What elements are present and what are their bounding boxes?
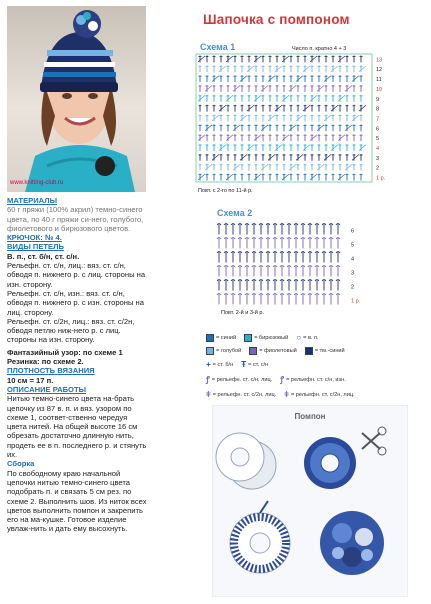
stitches-line: В. п., ст. б/н, ст. с/н.	[7, 251, 80, 261]
assembly-body: По свободному краю начальной цепочки нитью темно-синего цвета подобрать п. и связать 5 см рез. по схеме 2. Выполнить шов. Из ниток всех цветов выполнить помпон и закрепить его на ма-кушке. Готовое изделие увлаж-нить и дать ему высохнуть.	[7, 468, 147, 534]
legend-violet: = фиолетовый	[259, 348, 297, 354]
legend-fptr: = рельефн. ст. с/2н, лиц.	[212, 391, 277, 398]
legend-light-blue: = голубой	[216, 348, 242, 354]
pompom-step-4	[320, 511, 384, 575]
scheme-2-row-number: 1 р.	[351, 298, 361, 305]
scheme-2-chart	[207, 206, 372, 318]
rib-line: Резинка: по схеме 2.	[7, 357, 84, 367]
pompom-label: Помпон	[294, 412, 326, 421]
legend-dc: = ст. с/н	[248, 361, 269, 368]
legend-navy: = тм.-синий	[314, 348, 345, 354]
scheme-2-row-number: 2	[351, 284, 355, 291]
model-photo	[7, 6, 146, 192]
legend-blue: = синий	[216, 334, 237, 341]
gauge-value: 10 см = 17 п.	[7, 375, 54, 385]
scheme-1-row-number: 4	[376, 146, 380, 152]
scheme-2-row-number: 4	[351, 256, 355, 263]
stitches-heading: ВИДЫ ПЕТЕЛЬ	[7, 242, 64, 252]
work-heading: ОПИСАНИЕ РАБОТЫ	[7, 384, 87, 394]
scheme-1-row-number: 3	[376, 155, 380, 162]
page-title: Шапочка с помпоном	[203, 12, 350, 27]
work-body: Нитью темно-синего цвета на-брать цепочку из 87 в. п. и вяз. узором по схеме 1, соответ-ственно чередуя цвета нитей. На общей высоте 16 см обрезать достаточно длинную нить, продеть ее в п. последнего р. и стянуть их.	[7, 394, 147, 460]
assembly-heading: Сборка	[7, 459, 35, 469]
relief-stitch-3: Рельефн. ст. с/2н, лиц.: вяз. ст. с/2н, обводя петлю ниж-него р. с лиц. стороны на изн. сторону.	[7, 316, 135, 345]
instructions-column	[7, 196, 149, 534]
model-illustration	[7, 6, 146, 192]
scheme-1-row-number: 5	[376, 136, 380, 143]
photo-credit: www.knitting-club.ru	[10, 180, 64, 186]
scheme-1-repeat: Число п. кратно 4 + 3	[292, 46, 347, 52]
pompom-illustration	[212, 405, 408, 597]
front-post-tr-icon: ǂ	[206, 390, 211, 399]
pattern-line: Фантазийный узор: по схеме 1	[7, 347, 123, 357]
scheme-1-row-number: 12	[376, 67, 383, 74]
blue-swatch-icon	[206, 334, 214, 342]
scheme-1-row-number: 1 р.	[376, 175, 386, 182]
scheme-1-row-number: 10	[376, 86, 383, 93]
scheme-1-row-number: 9	[376, 96, 380, 103]
scheme-1-row-number: 11	[376, 77, 382, 84]
scheme-1-footer: Повт. с 2-го по 11-й р.	[198, 188, 253, 194]
front-post-tr-2-icon: ǂ	[284, 390, 289, 399]
materials-body: 60 г пряжи (100% акрил) темно-синего цвета, по 40 г пряжи си-него, голубого, фиолетового и бирюзового цветов.	[7, 205, 144, 233]
legend-fpdc: = рельефн. ст. с/н, лиц.	[211, 376, 273, 383]
scheme-1-label: Схема 1	[200, 42, 236, 52]
scheme-1-row-numbers	[376, 57, 386, 181]
single-crochet-icon: +	[206, 360, 211, 369]
back-post-dc-icon: ꝭ	[280, 375, 285, 384]
scheme-1-row-number: 6	[376, 126, 380, 133]
scheme-2-row-number: 3	[351, 270, 355, 277]
scheme-1-row-number: 7	[376, 116, 380, 123]
scheme-2-row-number: 6	[351, 228, 355, 235]
legend-bpdc: = рельефн. ст. с/н, изн.	[286, 376, 346, 383]
scheme-2-row-number: 5	[351, 242, 355, 249]
hook-line: КРЮЧОК: № 4.	[7, 233, 62, 243]
scheme-1-row-number: 8	[376, 106, 380, 113]
legend-fptr-2: = рельефн. ст. с/2н, лиц.	[290, 391, 355, 398]
scheme-1-row-number: 13	[376, 57, 383, 64]
scheme-1-grid	[198, 56, 366, 181]
relief-stitch-1: Рельефн. ст. с/н, лиц.: вяз. ст. с/н, обводя п. нижнего р. с лиц. стороны на изн. сторону.	[7, 261, 146, 289]
legend-sc: = ст. б/н	[212, 361, 234, 368]
legend-chain: = в. п.	[303, 334, 319, 341]
scheme-2-footer: Повт. 2-й и 3-й р.	[221, 310, 264, 316]
scheme-2-row-numbers	[351, 229, 361, 305]
turquoise-swatch-icon	[244, 334, 252, 342]
materials-heading: МАТЕРИАЛЫ	[7, 196, 57, 205]
gauge-heading: ПЛОТНОСТЬ ВЯЗАНИЯ	[7, 366, 95, 376]
legend	[206, 333, 411, 404]
navy-swatch-icon	[305, 347, 313, 355]
scheme-2-grid	[217, 224, 340, 305]
front-post-dc-icon: ꝭ	[206, 375, 210, 384]
double-crochet-icon: Ŧ	[241, 360, 247, 369]
legend-turquoise: = бирюзовый	[254, 334, 289, 341]
scheme-2-label: Схема 2	[217, 208, 253, 218]
violet-swatch-icon	[249, 347, 257, 355]
light-blue-swatch-icon	[206, 347, 214, 355]
relief-stitch-2: Рельефн. ст. с/н, изн.: вяз. ст. с/н, обводя п. нижнего р. с изн. стороны на лиц. сторону.	[7, 288, 144, 317]
scheme-1-row-number: 2	[376, 165, 380, 172]
chain-stitch-icon: ○	[296, 333, 302, 342]
scheme-1-chart	[192, 40, 392, 198]
